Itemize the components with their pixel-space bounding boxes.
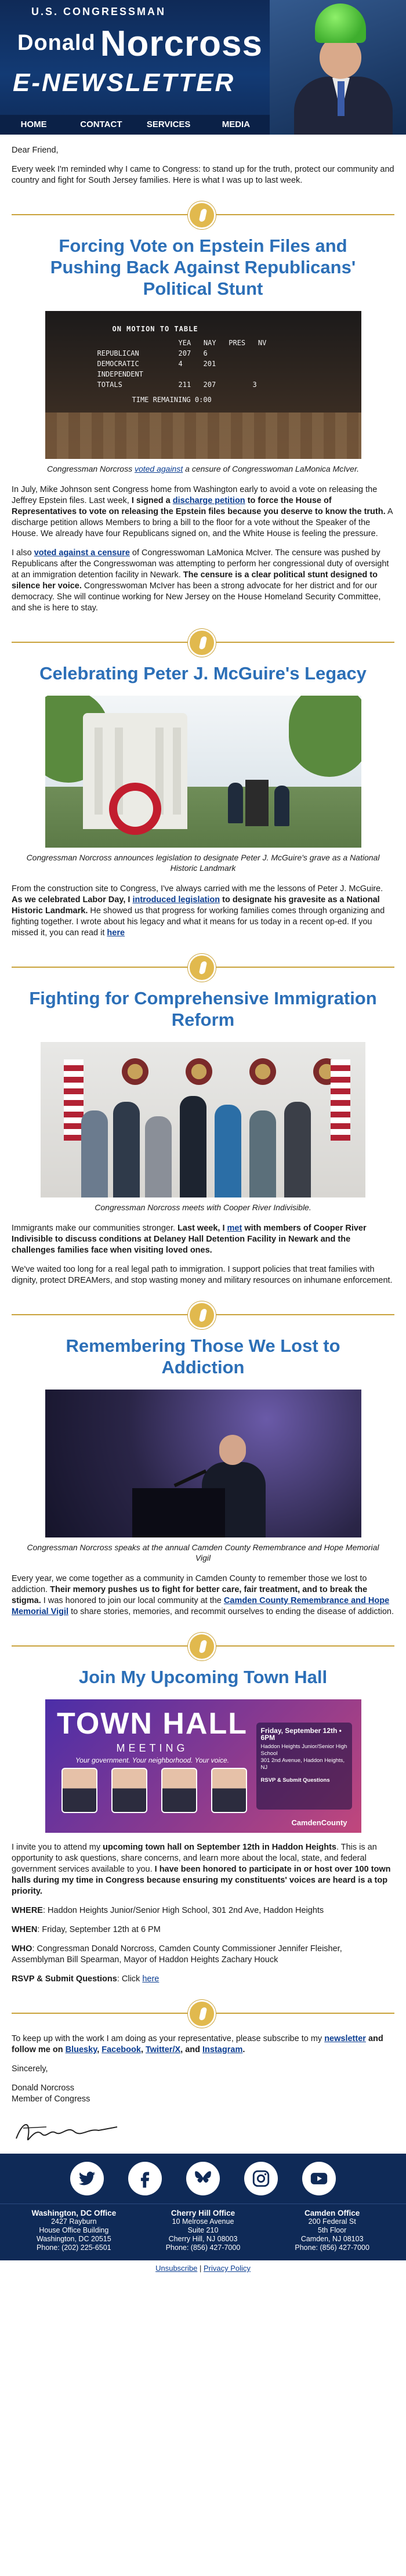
vote-row-label: REPUBLICAN <box>97 349 139 357</box>
text: to designate his gravesite as a National Historic Landmark. <box>12 895 380 916</box>
office-cherry-hill <box>139 2209 268 2252</box>
twitter-bird-icon[interactable] <box>70 2162 104 2195</box>
camden-county-logo: CamdenCounty <box>291 1818 347 1827</box>
text: To keep up with the work I am doing as your representative, please subscribe to my <box>12 2034 325 2043</box>
intro-text: Every week I'm reminded why I came to Congress: to stand up for the truth, protect our community and country and fight for South Jersey families. Here is what I was up to last week. <box>12 165 394 185</box>
text: to force the House of Representatives to vote on releasing the Epstein files because you deserve to know the truth. <box>12 496 386 516</box>
text: to share stories, memories, and recommit ourselves to ending the disease of addiction. <box>68 1607 394 1616</box>
vote-time: TIME REMAINING 0:00 <box>132 396 212 404</box>
header-name-big: Norcross <box>100 24 263 64</box>
nav-media[interactable]: MEDIA <box>222 120 251 129</box>
text: The censure is a clear political stunt designed to silence her voice. <box>12 570 378 591</box>
vote-val: 3 <box>252 381 257 389</box>
office-dc <box>9 2209 139 2252</box>
caption-text: Congressman Norcross <box>47 464 135 473</box>
caption-immigration: Congressman Norcross meets with Cooper River Indivisible. <box>95 1203 311 1212</box>
vote-val: 211 <box>178 381 191 389</box>
censure-paragraph <box>12 548 394 614</box>
label: WHO <box>12 1944 32 1953</box>
section-title-epstein: Forcing Vote on Epstein Files and Pushing Back Against Republicans' Political Stunt <box>50 236 356 299</box>
censure-link[interactable]: voted against a censure <box>34 548 130 558</box>
flyer-rsvp: RSVP & Submit Questions <box>260 1777 330 1783</box>
text: Immigrants make our communities stronger. <box>12 1224 178 1233</box>
instagram-link[interactable]: Instagram <box>202 2045 243 2054</box>
vote-val: 207 <box>178 349 191 357</box>
section-divider <box>0 1993 406 2034</box>
text: I also <box>12 548 34 558</box>
signoff-role: Member of Congress <box>12 2094 90 2104</box>
section-divider <box>0 947 406 987</box>
office-addresses <box>0 2204 406 2260</box>
nav-contact[interactable]: CONTACT <box>80 120 122 129</box>
text: and follow me on <box>12 2034 383 2054</box>
vote-row-label: TOTALS <box>97 381 122 389</box>
bluesky-link[interactable]: Bluesky <box>65 2045 97 2054</box>
nav-services[interactable]: SERVICES <box>146 120 191 129</box>
text: : Friday, September 12th at 6 PM <box>37 1925 161 1934</box>
facebook-link[interactable]: Facebook <box>102 2045 141 2054</box>
congressman-hardhat-photo <box>270 0 406 135</box>
signoff-name: Donald Norcross <box>12 2083 74 2093</box>
epstein-paragraph <box>12 484 394 540</box>
handwritten-signature <box>12 2113 406 2154</box>
office-line: 10 Melrose Avenue <box>172 2217 234 2226</box>
vote-row-label: INDEPENDENT <box>97 370 143 378</box>
section-divider <box>0 622 406 663</box>
text: of Congresswoman LaMonica McIver. The censure was pushed by Republicans after the Congresswoman was attempting to perform her congressional duty of oversight at an immigration detention facility in Newark. <box>12 548 389 580</box>
voted-against-link[interactable]: voted against <box>134 464 183 473</box>
footer-separator: | <box>197 2264 204 2273</box>
header-top-line: U.S. CONGRESSMAN <box>31 6 166 17</box>
intro <box>0 135 406 186</box>
label: RSVP & Submit Questions <box>12 1974 117 1984</box>
vigil-speech-photo <box>45 1390 361 1537</box>
label: WHERE <box>12 1906 43 1915</box>
seal-icon <box>188 629 216 657</box>
social-bar <box>0 2154 406 2204</box>
section4-body <box>0 1573 406 1618</box>
nav-home[interactable]: HOME <box>20 120 47 129</box>
immigration-paragraph-1 <box>12 1223 394 1256</box>
section-divider <box>0 1626 406 1666</box>
text: In July, Mike Johnson sent Congress home from Washington early to avoid a vote on releasing the Jeffrey Epstein files. Last week, <box>12 485 378 505</box>
flyer-details <box>256 1723 352 1810</box>
caption-addiction: Congressman Norcross speaks at the annual Camden County Remembrance and Hope Memorial Vigil <box>27 1543 379 1562</box>
office-title: Camden Office <box>304 2209 360 2217</box>
seal-icon <box>188 954 216 982</box>
caption-mcguire: Congressman Norcross announces legislation to designate Peter J. McGuire's grave as a National Historic Landmark <box>26 853 380 873</box>
vote-row <box>97 379 329 390</box>
vote-col: PRES <box>229 339 246 347</box>
vigil-link[interactable]: Camden County Remembrance and Hope Memorial Vigil <box>12 1596 390 1616</box>
vote-heading: ON MOTION TO TABLE <box>112 325 198 333</box>
section-divider <box>0 194 406 235</box>
caption-text: a censure of Congresswoman LaMonica McIver. <box>183 464 359 473</box>
flyer-place: Haddon Heights Junior/Senior High School <box>260 1743 347 1757</box>
office-line: House Office Building <box>39 2226 109 2234</box>
closing <box>0 2034 406 2105</box>
text: As we celebrated Labor Day, I <box>12 895 133 905</box>
sincerely: Sincerely, <box>12 2064 48 2074</box>
label: WHEN <box>12 1925 38 1934</box>
header-name <box>17 23 263 64</box>
speaker-photo <box>111 1768 147 1813</box>
office-line: Suite 210 <box>187 2226 219 2234</box>
header-name-small: Donald <box>17 31 96 55</box>
footer-links <box>0 2260 406 2273</box>
flyer-meeting: MEETING <box>116 1742 188 1754</box>
office-title: Washington, DC Office <box>31 2209 117 2217</box>
text: I have been honored to participate in or host over 100 town halls during my time in Congress because ensuring my constituents' voices are heard is a top priority. <box>12 1865 391 1896</box>
townhall-where <box>12 1905 394 1916</box>
vote-row-label: DEMOCRATIC <box>97 360 139 368</box>
text: : Haddon Heights Junior/Senior High School, 301 2nd Ave, Haddon Heights <box>42 1906 324 1915</box>
vote-val: 207 <box>203 381 216 389</box>
office-line: 5th Floor <box>318 2226 347 2234</box>
text: I invite you to attend my <box>12 1843 103 1852</box>
townhall-paragraph <box>12 1842 394 1897</box>
speaker-photo <box>161 1768 197 1813</box>
youtube-icon[interactable] <box>302 2162 336 2195</box>
newsletter-link[interactable]: newsletter <box>324 2034 366 2043</box>
seal-icon <box>188 1633 216 1660</box>
section-title-townhall: Join My Upcoming Town Hall <box>78 1667 328 1687</box>
vote-val: 201 <box>203 360 216 368</box>
office-title: Cherry Hill Office <box>171 2209 235 2217</box>
met-link[interactable]: met <box>227 1224 242 1233</box>
vote-row <box>97 369 329 379</box>
mcguire-paragraph <box>12 884 394 939</box>
header-subtitle: E-NEWSLETTER <box>13 68 235 97</box>
section-divider <box>0 1294 406 1335</box>
text: I was honored to join our local community at the <box>41 1596 224 1605</box>
caption-vote <box>0 459 406 484</box>
vote-row <box>97 359 329 369</box>
bluesky-butterfly-icon[interactable] <box>186 2162 220 2195</box>
vote-row <box>97 348 329 359</box>
unsubscribe-link[interactable]: Unsubscribe <box>155 2264 198 2273</box>
office-line: 2427 Rayburn <box>51 2217 97 2226</box>
text: upcoming town hall on September 12th in Haddon Heights <box>103 1843 336 1852</box>
office-line: Cherry Hill, NJ 08003 <box>168 2235 238 2243</box>
office-line: Camden, NJ 08103 <box>300 2235 364 2243</box>
townhall-when <box>12 1924 394 1935</box>
facebook-icon[interactable] <box>128 2162 162 2195</box>
section2-body <box>0 884 406 939</box>
newsletter-header <box>0 0 406 135</box>
text: He showed us that progress for working families comes through organizing and fighting together. I wrote about his legacy and what it means for us today in a recent op-ed. If you missed it, you can read it <box>12 906 385 938</box>
section-title-immigration: Fighting for Comprehensive Immigration Reform <box>29 988 377 1030</box>
flyer-tagline: Your government. Your neighborhood. Your voice. <box>75 1756 230 1764</box>
text: A discharge petition allows Members to bring a bill to the floor for a vote without the Speaker of the House. We already have four Republicans signed on, and the White House is feeling the pressure. <box>12 507 393 538</box>
section-title-mcguire: Celebrating Peter J. McGuire's Legacy <box>39 663 367 683</box>
office-phone: Phone: (856) 427-7000 <box>165 2244 241 2252</box>
flyer-speakers <box>61 1768 247 1820</box>
office-phone: Phone: (202) 225-6501 <box>37 2244 111 2252</box>
op-ed-link[interactable]: here <box>107 928 125 938</box>
vote-col: YEA <box>178 339 191 347</box>
rsvp-link[interactable]: here <box>142 1974 160 1984</box>
office-line: 200 Federal St <box>308 2217 356 2226</box>
discharge-petition-link[interactable]: discharge petition <box>172 496 245 505</box>
vote-val: 4 <box>178 360 183 368</box>
flyer-title: TOWN HALL <box>57 1707 248 1741</box>
subscribe-paragraph: To keep up with the work I am doing as your representative, please subscribe to my newsletter and follow me on Bluesky, Facebook, Twitter/X, and Instagram. <box>12 2034 383 2054</box>
speaker-photo <box>61 1768 97 1813</box>
office-line: Washington, DC 20515 <box>36 2235 111 2243</box>
vote-col: NV <box>258 339 267 347</box>
text: I signed a <box>131 496 173 505</box>
house-vote-photo <box>45 311 361 459</box>
section-title-addiction: Remembering Those We Lost to Addiction <box>66 1336 340 1377</box>
header-nav <box>0 115 270 135</box>
seal-icon <box>188 1301 216 1329</box>
text: Their memory pushes us to fight for better care, fair treatment, and to break the stigma. <box>12 1585 368 1605</box>
immigration-paragraph-2: We've waited too long for a real legal path to immigration. I support policies that treat families with dignity, protect DREAMers, and stop wasting money and military resources on inhumane enforcement. <box>12 1265 393 1285</box>
introduced-legislation-link[interactable]: introduced legislation <box>132 895 220 905</box>
section3-body <box>0 1223 406 1286</box>
text: Every year, we come together as a community in Camden County to remember those we lost to addiction. <box>12 1574 367 1594</box>
text: : Click <box>117 1974 143 1984</box>
mcguire-monument-photo <box>45 696 361 848</box>
townhall-rsvp <box>12 1974 394 1985</box>
text: : Congressman Donald Norcross, Camden County Commissioner Jennifer Fleisher, Assemblyman Bill Spearman, Mayor of Haddon Heights Zachary Houck <box>12 1944 342 1964</box>
vote-board <box>97 320 295 407</box>
seal-icon <box>188 201 216 229</box>
speaker-photo <box>211 1768 247 1813</box>
vote-val: 6 <box>203 349 208 357</box>
vote-cols <box>179 338 361 348</box>
town-hall-flyer[interactable] <box>45 1699 361 1833</box>
section1-body <box>0 484 406 614</box>
townhall-who <box>12 1944 394 1966</box>
text: Congresswoman McIver has been a strong advocate for her district and for our democracy. She will continue working for New Jersey on the House Homeland Security Committee, and she is here to stay. <box>12 581 381 613</box>
instagram-icon[interactable] <box>244 2162 278 2195</box>
text: Last week, I <box>177 1224 227 1233</box>
flyer-date: Friday, September 12th • 6PM <box>260 1727 342 1742</box>
text: From the construction site to Congress, I've always carried with me the lessons of Peter J. McGuire. <box>12 884 383 893</box>
greeting: Dear Friend, <box>12 146 59 155</box>
text: . This is an opportunity to ask questions, share concerns, and learn more about the local, state, and federal government services available to you. <box>12 1843 377 1874</box>
vote-col: NAY <box>203 339 216 347</box>
twitter-link[interactable]: Twitter/X <box>146 2045 181 2054</box>
section5-body <box>0 1842 406 1985</box>
office-camden <box>267 2209 397 2252</box>
addiction-paragraph <box>12 1573 394 1618</box>
privacy-policy-link[interactable]: Privacy Policy <box>203 2264 251 2273</box>
office-phone: Phone: (856) 427-7000 <box>295 2244 369 2252</box>
cooper-river-meeting-photo <box>41 1042 365 1197</box>
seal-icon <box>188 2000 216 2028</box>
flyer-address: 301 2nd Avenue, Haddon Heights, NJ <box>260 1757 345 1771</box>
text: with members of Cooper River Indivisible to discuss conditions at Delaney Hall Detention Facility in Newark and the challenges families face when visiting loved ones. <box>12 1224 367 1255</box>
